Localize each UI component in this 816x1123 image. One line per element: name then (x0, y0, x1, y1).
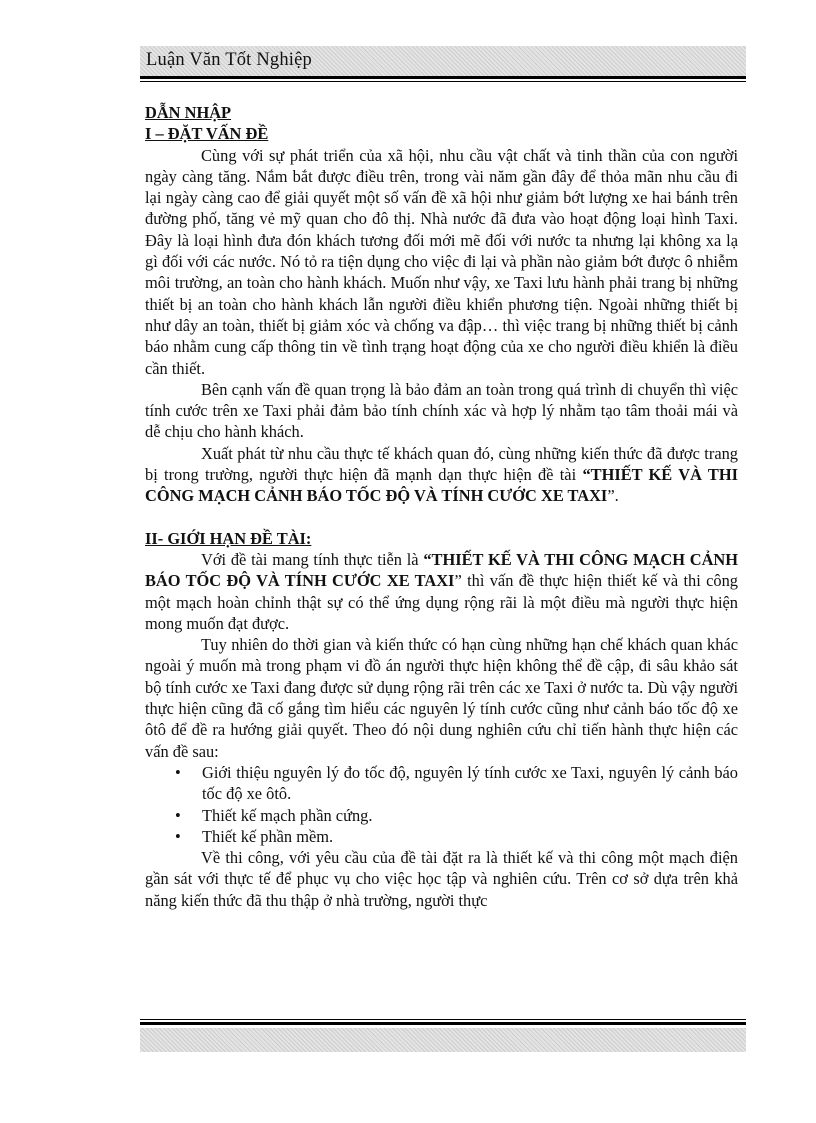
bullet-icon: • (175, 762, 181, 782)
section-2-paragraph-1 (145, 549, 738, 634)
footer-rule-thick (140, 1022, 746, 1025)
list-item (175, 826, 738, 847)
list-item (175, 762, 738, 805)
thesis-title-repeat: “THIẾT KẾ VÀ THI CÔNG MẠCH CẢNH BÁO TỐC ĐỘ VÀ TÍNH CƯỚC XE TAXI (145, 549, 738, 591)
section2-p1-start: Với đề tài mang tính thực tiễn là (201, 549, 424, 569)
section-2-paragraph-3: Về thi công, với yêu cầu của đề tài đặt ra là thiết kế và thi công một mạch điện gần sát với thực tế để phục vụ cho việc học tập và nghiên cứu. Trên cơ sở dựa trên khả năng kiến thức đã thu thập ở nhà trường, người thực (145, 848, 738, 910)
header-title: Luận Văn Tốt Nghiệp (146, 50, 312, 70)
intro-p3-start: Xuất phát từ nhu cầu thực tế khách quan đó, cùng những kiến thức đã được trang bị trong trường, người thực hiện đã mạnh dạn thực hiện đề tài (145, 443, 738, 485)
footer-rule-thin (140, 1019, 746, 1020)
bullet-icon: • (175, 805, 181, 825)
page-header (140, 46, 746, 76)
intro-paragraph-1: Cùng với sự phát triển của xã hội, nhu cầu vật chất và tinh thần của con người ngày càng tăng. Nắm bắt được điều trên, trong vài năm gần đây để thỏa mãn nhu cầu đi lại ngày càng cao để giải quyết một số vấn đề xã hội như giảm bớt lượng xe hai bánh trên đường phố, tăng vẻ mỹ quan cho đô thị. Nhà nước đã đưa vào hoạt động loại hình Taxi. Đây là loại hình đưa đón khách tương đối mới mẽ đối với nước ta nhưng lại không xa lạ gì đối với các nước. Nó tỏ ra tiện dụng cho việc đi lại và phần nào giảm bớt được ô nhiễm môi trường, an toàn cho hành khách. Muốn như vậy, xe Taxi lưu hành phải trang bị những thiết bị an toàn cho hành khách lẫn người điều khiển phương tiện. Ngoài những thiết bị như dây an toàn, thiết bị giảm xóc và chống va đập… thì việc trang bị những thiết bị cảnh báo nhằm cung cấp thông tin về tình trạng hoạt động của xe cho người điều khiển là điều cần thiết. (145, 145, 738, 378)
section-2-heading: II- GIỚI HẠN ĐỀ TÀI: (145, 528, 312, 548)
task-list (145, 762, 738, 847)
section-2-paragraph-2: Tuy nhiên do thời gian và kiến thức có hạn cùng những hạn chế khách quan khác ngoài ý muốn mà trong phạm vi đồ án người thực hiện không thể đề cập, đi sâu khảo sát bộ tính cước xe Taxi đang được sử dụng rộng rãi trên các xe Taxi ở nước ta. Dù vậy người thực hiện cũng đã cố gắng tìm hiểu các nguyên lý tính cước cũng như cảnh báo tốc độ xe ôtô để đề ra hướng giải quyết. Theo đó nội dung nghiên cứu chỉ tiến hành thực hiện các vấn đề sau: (145, 635, 738, 761)
section-1-heading: I – ĐẶT VẤN ĐỀ (145, 124, 269, 144)
list-item-text: Thiết kế phần mềm. (202, 826, 334, 846)
list-item (175, 805, 738, 826)
header-rule-thin (140, 81, 746, 82)
thesis-title: “THIẾT KẾ VÀ THI CÔNG MẠCH CẢNH BÁO TỐC ĐỘ VÀ TÍNH CƯỚC XE TAXI (145, 465, 738, 506)
bullet-icon: • (175, 826, 181, 846)
list-item-text: Thiết kế mạch phần cứng. (202, 805, 373, 825)
intro-paragraph-2: Bên cạnh vấn đề quan trọng là bảo đảm an toàn trong quá trình di chuyển thì việc tính cước trên xe Taxi phải đảm bảo tính chính xác và hợp lý nhằm tạo tâm thoải mái và dễ chịu cho hành khách. (145, 379, 738, 442)
document-body (145, 102, 738, 911)
intro-heading: DẪN NHẬP (145, 103, 232, 122)
page-footer (140, 1028, 746, 1052)
list-item-text: Giới thiệu nguyên lý đo tốc độ, nguyên lý tính cước xe Taxi, nguyên lý cảnh báo tốc độ xe ôtô. (202, 762, 738, 804)
intro-p3-end: ”. (607, 486, 619, 506)
section2-p1-end: ” thì vấn đề thực hiện thiết kế và thi công một mạch hoàn chỉnh thật sự có thể ứng dụng rộng rãi là một điều mà người thực hiện mong muốn đạt được. (145, 571, 738, 633)
intro-paragraph-3 (145, 443, 738, 507)
blank-line (145, 507, 738, 528)
header-rule-thick (140, 76, 746, 79)
